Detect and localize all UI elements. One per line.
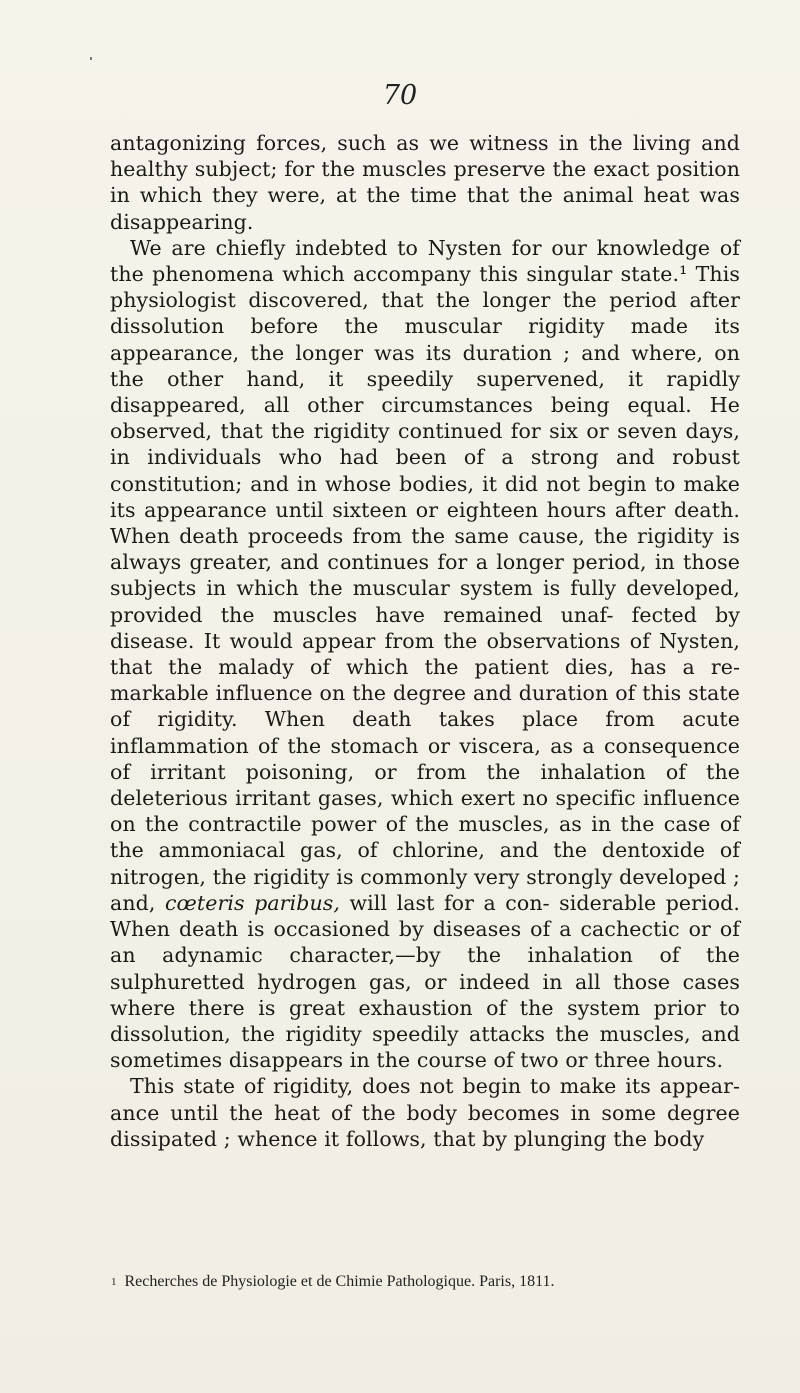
- footnote-text: Recherches de Physiologie et de Chimie Pathologique. Paris, 1811.: [124, 1273, 555, 1290]
- paragraph-continuation: antagonizing forces, such as we witness in the living and healthy subject; for the muscles preserve the exact position in which they were, at the time that the animal heat was disappearing.: [110, 131, 740, 234]
- body-text: [110, 130, 740, 1152]
- page-number: 70: [382, 80, 418, 111]
- footnote: [111, 1272, 751, 1292]
- paragraph-nysten-text: We are chiefly indebted to Nysten for our knowledge of the phenomena which accompany this singular state.¹ This physiologist discovered, that the longer the period after dissolution before the muscular rigidity made its appearance, the longer was its duration ; and where, on the other hand, it speedily supervened, it rapidly disappeared, all other circumstances being equal. He observed, that the rigidity continued for six or seven days, in individuals who had been of a strong and robust constitution; and in whose bodies, it did not begin to make its appearance until sixteen or eighteen hours after death. When death proceeds from the same cause, the rigidity is always greater, and continues for a longer period, in those subjects in which the muscular system is fully developed, provided the muscles have remained unaf- fected by disease. It would appear from the observations of Nysten, that the malady of which the patient dies, has a re- markable influence on the degree and duration of this state of rigidity. When death takes place from acute inflammation of the stomach or viscera, as a consequence of irritant poisoning, or from the inhalation of the deleterious irritant gases, which exert no specific influence on the contractile power of the muscles, as in the case of the ammoniacal gas, of chlorine, and the dentoxide of nitrogen, the rigidity is commonly very strongly developed ; and,: [110, 235, 740, 915]
- page-mark: [90, 57, 92, 60]
- paragraph-nysten: [110, 235, 740, 1074]
- paragraph-nysten-continued: will last for a con- siderable period. When death is occasioned by diseases of a cachectic or of an adynamic character,—by the inhalation of the sulphuretted hydrogen gas, or indeed in all those cases where there is great exhaustion of the system prior to dissolution, the rigidity speedily attacks the muscles, and sometimes disappears in the course of two or three hours.: [110, 890, 740, 1073]
- italic-phrase: cœteris paribus,: [164, 890, 340, 915]
- paragraph-heat: This state of rigidity, does not begin to make its appear- ance until the heat of the body becomes in some degree dissipated ; whence it follows, that by plunging the body: [110, 1074, 740, 1151]
- footnote-marker: 1: [111, 1276, 117, 1288]
